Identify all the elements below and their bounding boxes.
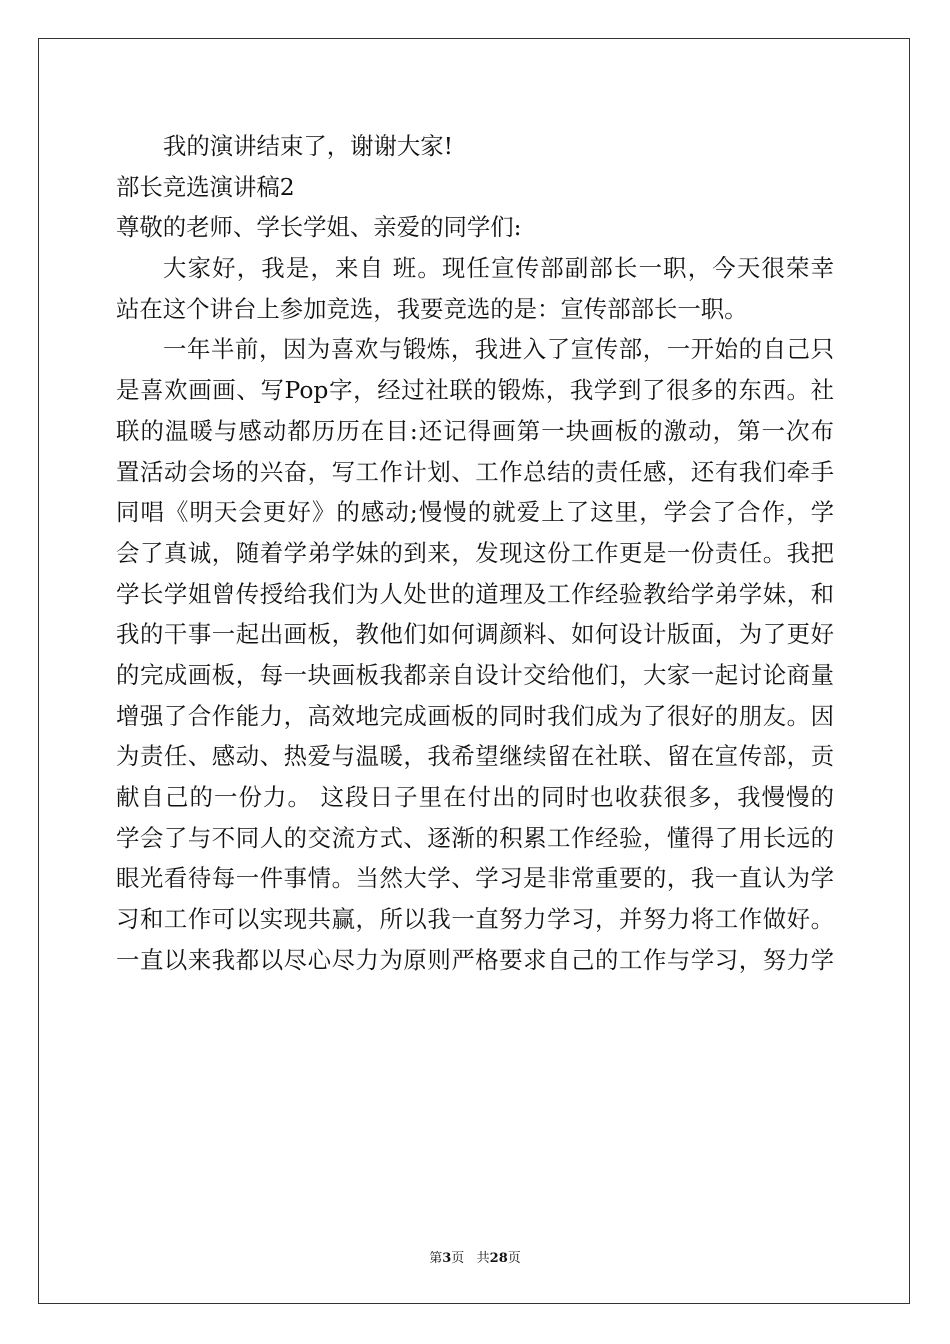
paragraph-line: 为责任、感动、热爱与温暖，我希望继续留在社联、留在宣传部，贡 [116, 742, 834, 771]
paragraph-line: 会了真诚，随着学弟学妹的到来，发现这份工作更是一份责任。我把 [116, 538, 834, 567]
closing-line: 我的演讲结束了，谢谢大家! [163, 132, 454, 160]
paragraph-line: 置活动会场的兴奋，写工作计划、工作总结的责任感，还有我们牵手 [116, 457, 834, 486]
paragraph-line: 眼光看待每一件事情。当然大学、学习是非常重要的，我一直认为学 [116, 864, 834, 893]
total-pages-number: 28 [489, 1251, 508, 1266]
footer-prefix: 第 [429, 1251, 443, 1266]
current-page-number: 3 [442, 1251, 452, 1266]
paragraph-line: 大家好，我是，来自 班。现任宣传部副部长一职，今天很荣幸 [163, 254, 834, 283]
paragraph-line: 联的温暖与感动都历历在目:还记得画第一块画板的激动，第一次布 [116, 416, 834, 445]
paragraph-line: 一年半前，因为喜欢与锻炼，我进入了宣传部，一开始的自己只 [163, 335, 834, 364]
paragraph-line: 站在这个讲台上参加竞选，我要竞选的是：宣传部部长一职。 [116, 294, 748, 323]
section-title: 部长竞选演讲稿2 [116, 172, 295, 201]
paragraph-line: 我的干事一起出画板，教他们如何调颜料、如何设计版面，为了更好 [116, 620, 834, 649]
paragraph-line: 学会了与不同人的交流方式、逐渐的积累工作经验，懂得了用长远的 [116, 823, 834, 852]
salutation: 尊敬的老师、学长学姐、亲爱的同学们: [116, 213, 522, 242]
document-body [116, 126, 834, 980]
paragraph-line: 是喜欢画画、写Pop字，经过社联的锻炼，我学到了很多的东西。社 [116, 376, 834, 405]
paragraph-line: 献自己的一份力。 这段日子里在付出的同时也收获很多，我慢慢的 [116, 783, 834, 811]
paragraph-line: 的完成画板，每一块画板我都亲自设计交给他们，大家一起讨论商量 [116, 660, 834, 689]
paragraph-line: 一直以来我都以尽心尽力为原则严格要求自己的工作与学习，努力学 [116, 945, 834, 974]
paragraph-line: 学长学姐曾传授给我们为人处世的道理及工作经验教给学弟学妹，和 [116, 579, 834, 608]
footer-middle: 页 共 [451, 1251, 490, 1266]
paragraph-line: 同唱《明天会更好》的感动;慢慢的就爱上了这里，学会了合作，学 [116, 498, 834, 527]
page-footer [0, 1247, 950, 1266]
footer-suffix: 页 [507, 1251, 521, 1266]
paragraph-line: 增强了合作能力，高效地完成画板的同时我们成为了很好的朋友。因 [116, 701, 834, 730]
paragraph-line: 习和工作可以实现共赢，所以我一直努力学习，并努力将工作做好。 [116, 905, 834, 934]
